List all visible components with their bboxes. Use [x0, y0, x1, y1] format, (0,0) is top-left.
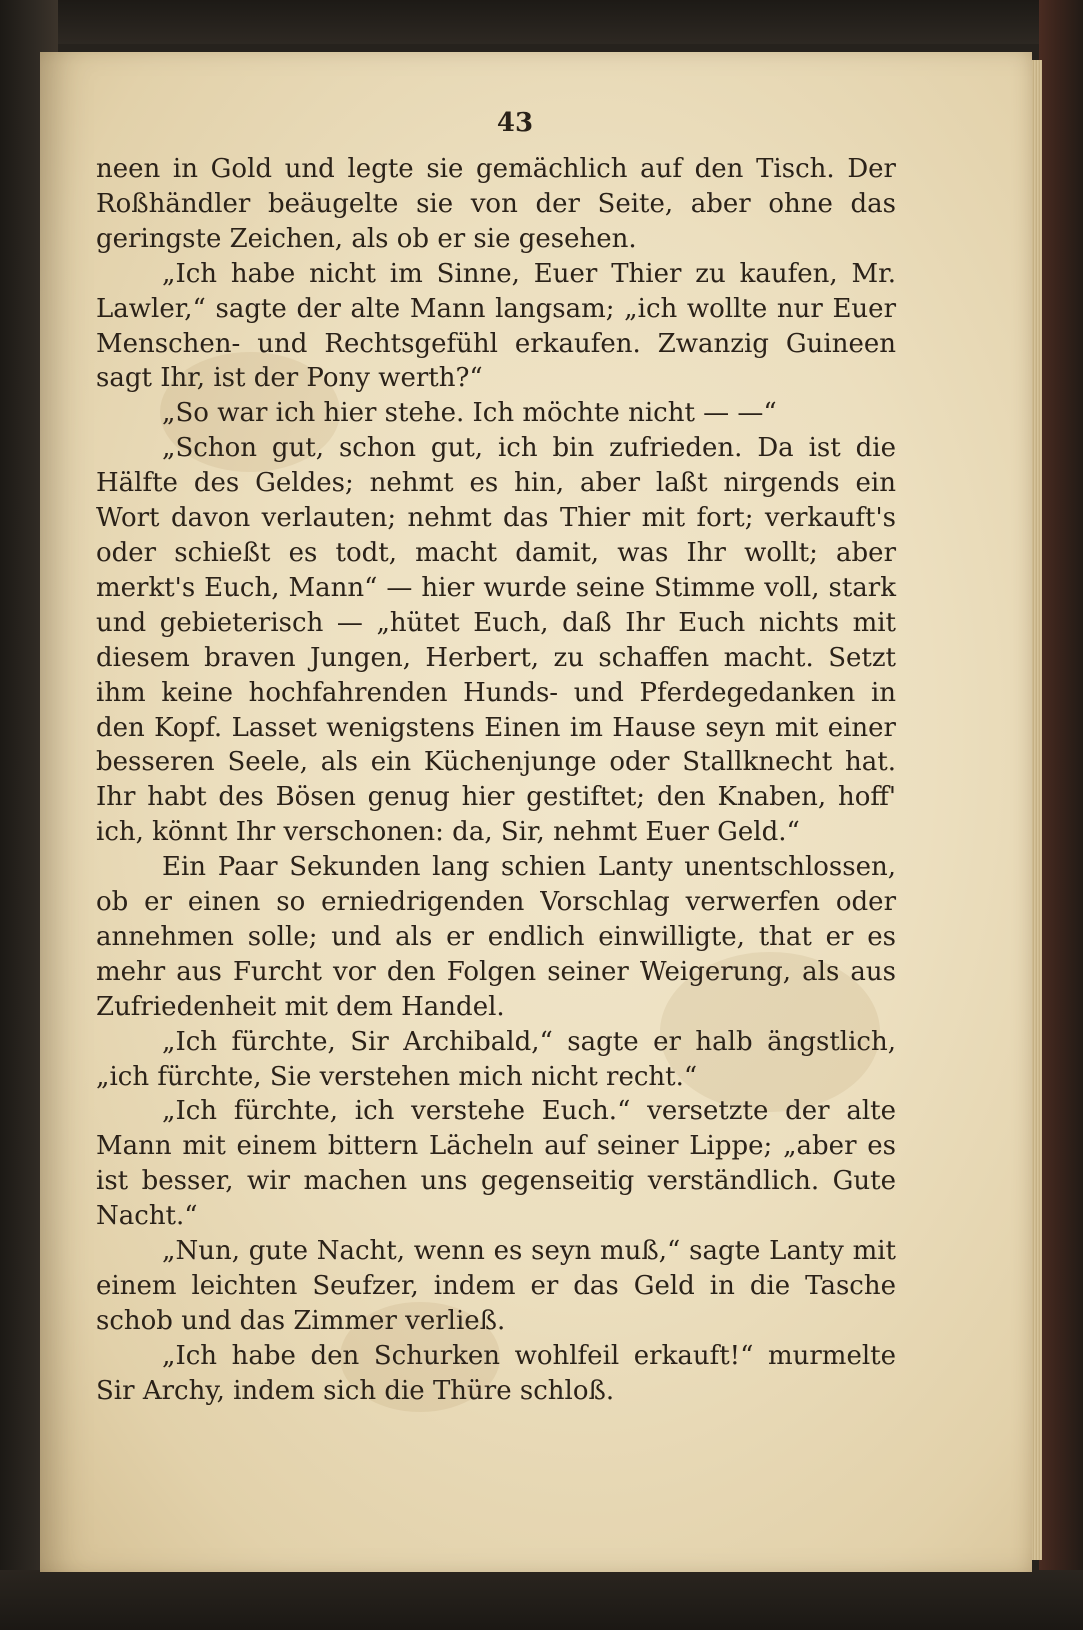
page-number: 43 — [496, 108, 534, 138]
book-cover-bottom — [0, 1570, 1083, 1630]
paragraph: „Ich fürchte, ich verstehe Euch.“ versetzte der alte Mann mit einem bittern Lächeln auf seiner Lippe; „aber es ist besser, wir machen uns gegenseitig verständlich. Gute Nacht.“ — [96, 1096, 896, 1232]
paragraph: „Nun, gute Nacht, wenn es seyn muß,“ sagte Lanty mit einem leichten Seufzer, indem er das Geld in die Tasche schob und das Zimmer verließ. — [96, 1236, 896, 1336]
paragraph: Ein Paar Sekunden lang schien Lanty unentschlossen, ob er einen so erniedrigenden Vorschlag verwerfen oder annehmen solle; und als er endlich einwilligte, that er es mehr aus Furcht vor den Folgen seiner Weigerung, als aus Zufriedenheit mit dem Handel. — [96, 852, 896, 1022]
book-cover-edge — [1039, 0, 1083, 1630]
paragraph: „Ich fürchte, Sir Archibald,“ sagte er halb ängstlich, „ich fürchte, Sie verstehen mich nicht recht.“ — [96, 1026, 896, 1092]
paragraph: neen in Gold und legte sie gemächlich auf den Tisch. Der Roßhändler beäugelte sie von der Seite, aber ohne das geringste Zeichen, als ob er sie gesehen. — [96, 154, 896, 254]
body-text — [96, 152, 896, 1409]
paragraph: „Ich habe den Schurken wohlfeil erkauft!“ murmelte Sir Archy, indem sich die Thüre schloß. — [96, 1340, 896, 1406]
book-cover-top — [0, 0, 1083, 44]
paragraph: „So war ich hier stehe. Ich möchte nicht — —“ — [162, 398, 777, 429]
paragraph: „Ich habe nicht im Sinne, Euer Thier zu kaufen, Mr. Lawler,“ sagte der alte Mann langsam; „ich wollte nur Euer Menschen- und Rechtsgefühl erkaufen. Zwanzig Guineen sagt Ihr, ist der Pony werth?“ — [96, 258, 896, 394]
paragraph: „Schon gut, schon gut, ich bin zufrieden. Da ist die Hälfte des Geldes; nehmt es hin, aber laßt nirgends ein Wort davon verlauten; nehmt das Thier mit fort; verkauft's oder schießt es todt, macht damit, was Ihr wollt; aber merkt's Euch, Mann“ — hier wurde seine Stimme voll, stark und gebieterisch — „hütet Euch, daß Ihr Euch nichts mit diesem braven Jungen, Herbert, zu schaffen macht. Setzt ihm keine hochfahrenden Hunds- und Pferdegedanken in den Kopf. Lasset wenigstens Einen im Hause seyn mit einer besseren Seele, als ein Küchenjunge oder Stallknecht hat. Ihr habt des Bösen genug hier gestiftet; den Knaben, hoff' ich, könnt Ihr verschonen: da, Sir, nehmt Euer Geld.“ — [96, 433, 896, 848]
book-page — [40, 52, 1032, 1572]
